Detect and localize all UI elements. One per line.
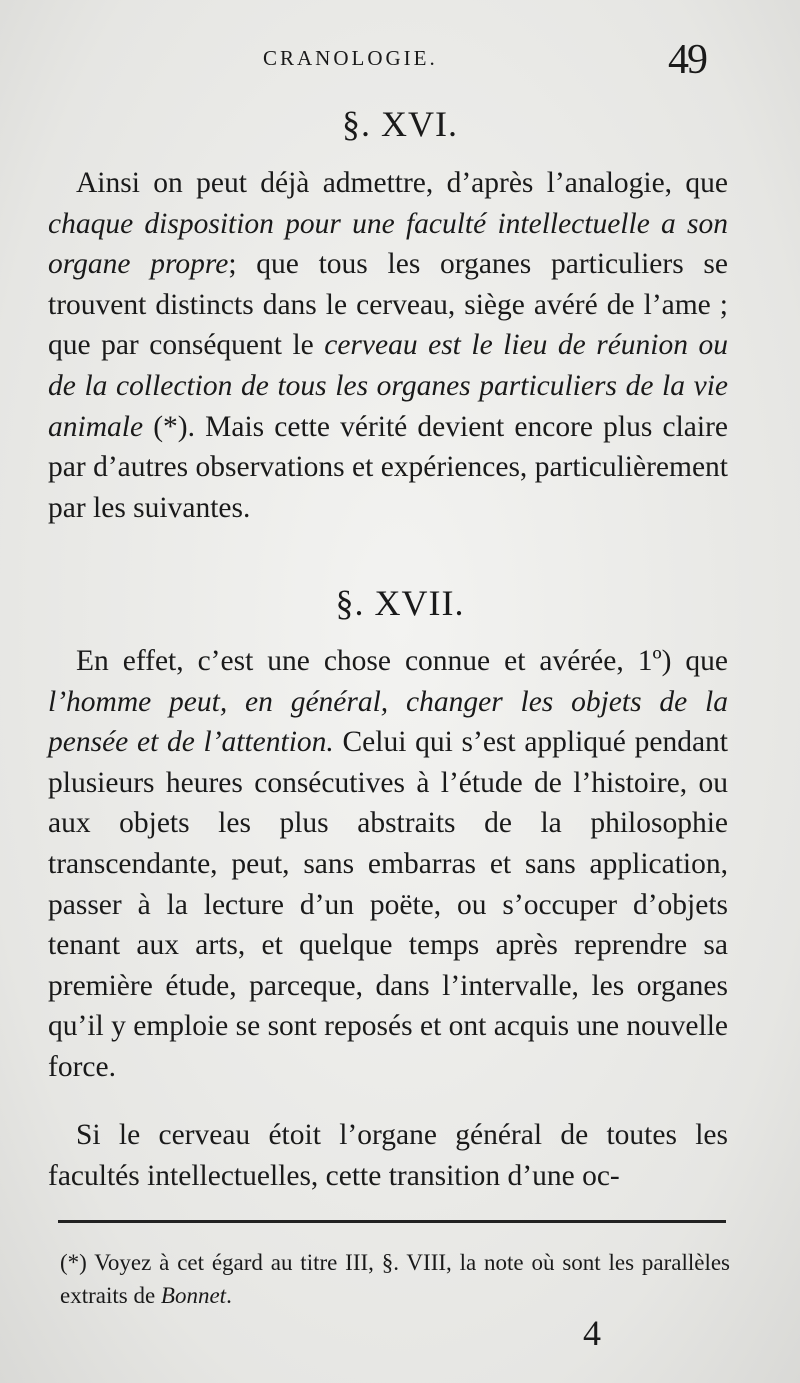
paragraph-16 (48, 163, 728, 528)
paragraph-16-text-b: ; que tous les organes particuliers se trouvent distincts dans le cerveau, siège avéré de l’ame ; que par conséquent le (48, 248, 728, 362)
section-heading-16: §. XVI. (342, 104, 458, 144)
paragraph-17 (48, 641, 728, 1088)
paragraph-16-text-a: Ainsi on peut déjà admettre, d’après l’analogie, que (76, 167, 728, 199)
paragraph-17-italic: l’homme peut, en général, changer les objets de la pensée et de l’attention. (48, 685, 728, 759)
page-number: 49 (668, 37, 706, 83)
section-heading-17: §. XVII. (335, 583, 465, 623)
footnote-end: . (226, 1283, 232, 1308)
paragraph-17-text-b: Celui qui s’est appliqué pendant plusieurs heures consécutives à l’étude de l’histoire, ou aux objets les plus abstraits de la philosophie transcendante, peut, sans embarras et sans application, passer à la lecture d’un poëte, ou s’occuper d’objets tenant aux arts, et quelque temps après reprendre sa première étude, parceque, dans l’intervalle, les organes qu’il y emploie se sont reposés et ont acquis une nouvelle force. (48, 726, 728, 1083)
paragraph-16-italic-a: chaque disposition pour une faculté intellectuelle a son organe propre (48, 207, 728, 281)
signature-mark: 4 (583, 1313, 601, 1353)
footnote-text: (*) Voyez à cet égard au titre III, §. VIII, la note où sont les parallèles extraits de (60, 1250, 730, 1308)
paragraph-16-text-c: (*). Mais cette vérité devient encore plus claire par d’autres observations et expériences, particulièrement par les suivantes. (48, 410, 728, 524)
footnote (60, 1246, 730, 1312)
paragraph-17-continued: Si le cerveau étoit l’organe général de toutes les facultés intellectuelles, cette transition d’une oc- (48, 1119, 728, 1192)
running-head: CRANOLOGIE. (263, 46, 438, 70)
footnote-rule (58, 1220, 726, 1223)
paragraph-16-italic-b: cerveau est le lieu de réunion ou de la collection de tous les organes particuliers de la vie animale (48, 329, 728, 443)
paragraph-17-text-a: En effet, c’est une chose connue et avérée, 1º) que (76, 645, 728, 677)
footnote-italic: Bonnet (160, 1283, 227, 1308)
page-header (0, 36, 800, 96)
